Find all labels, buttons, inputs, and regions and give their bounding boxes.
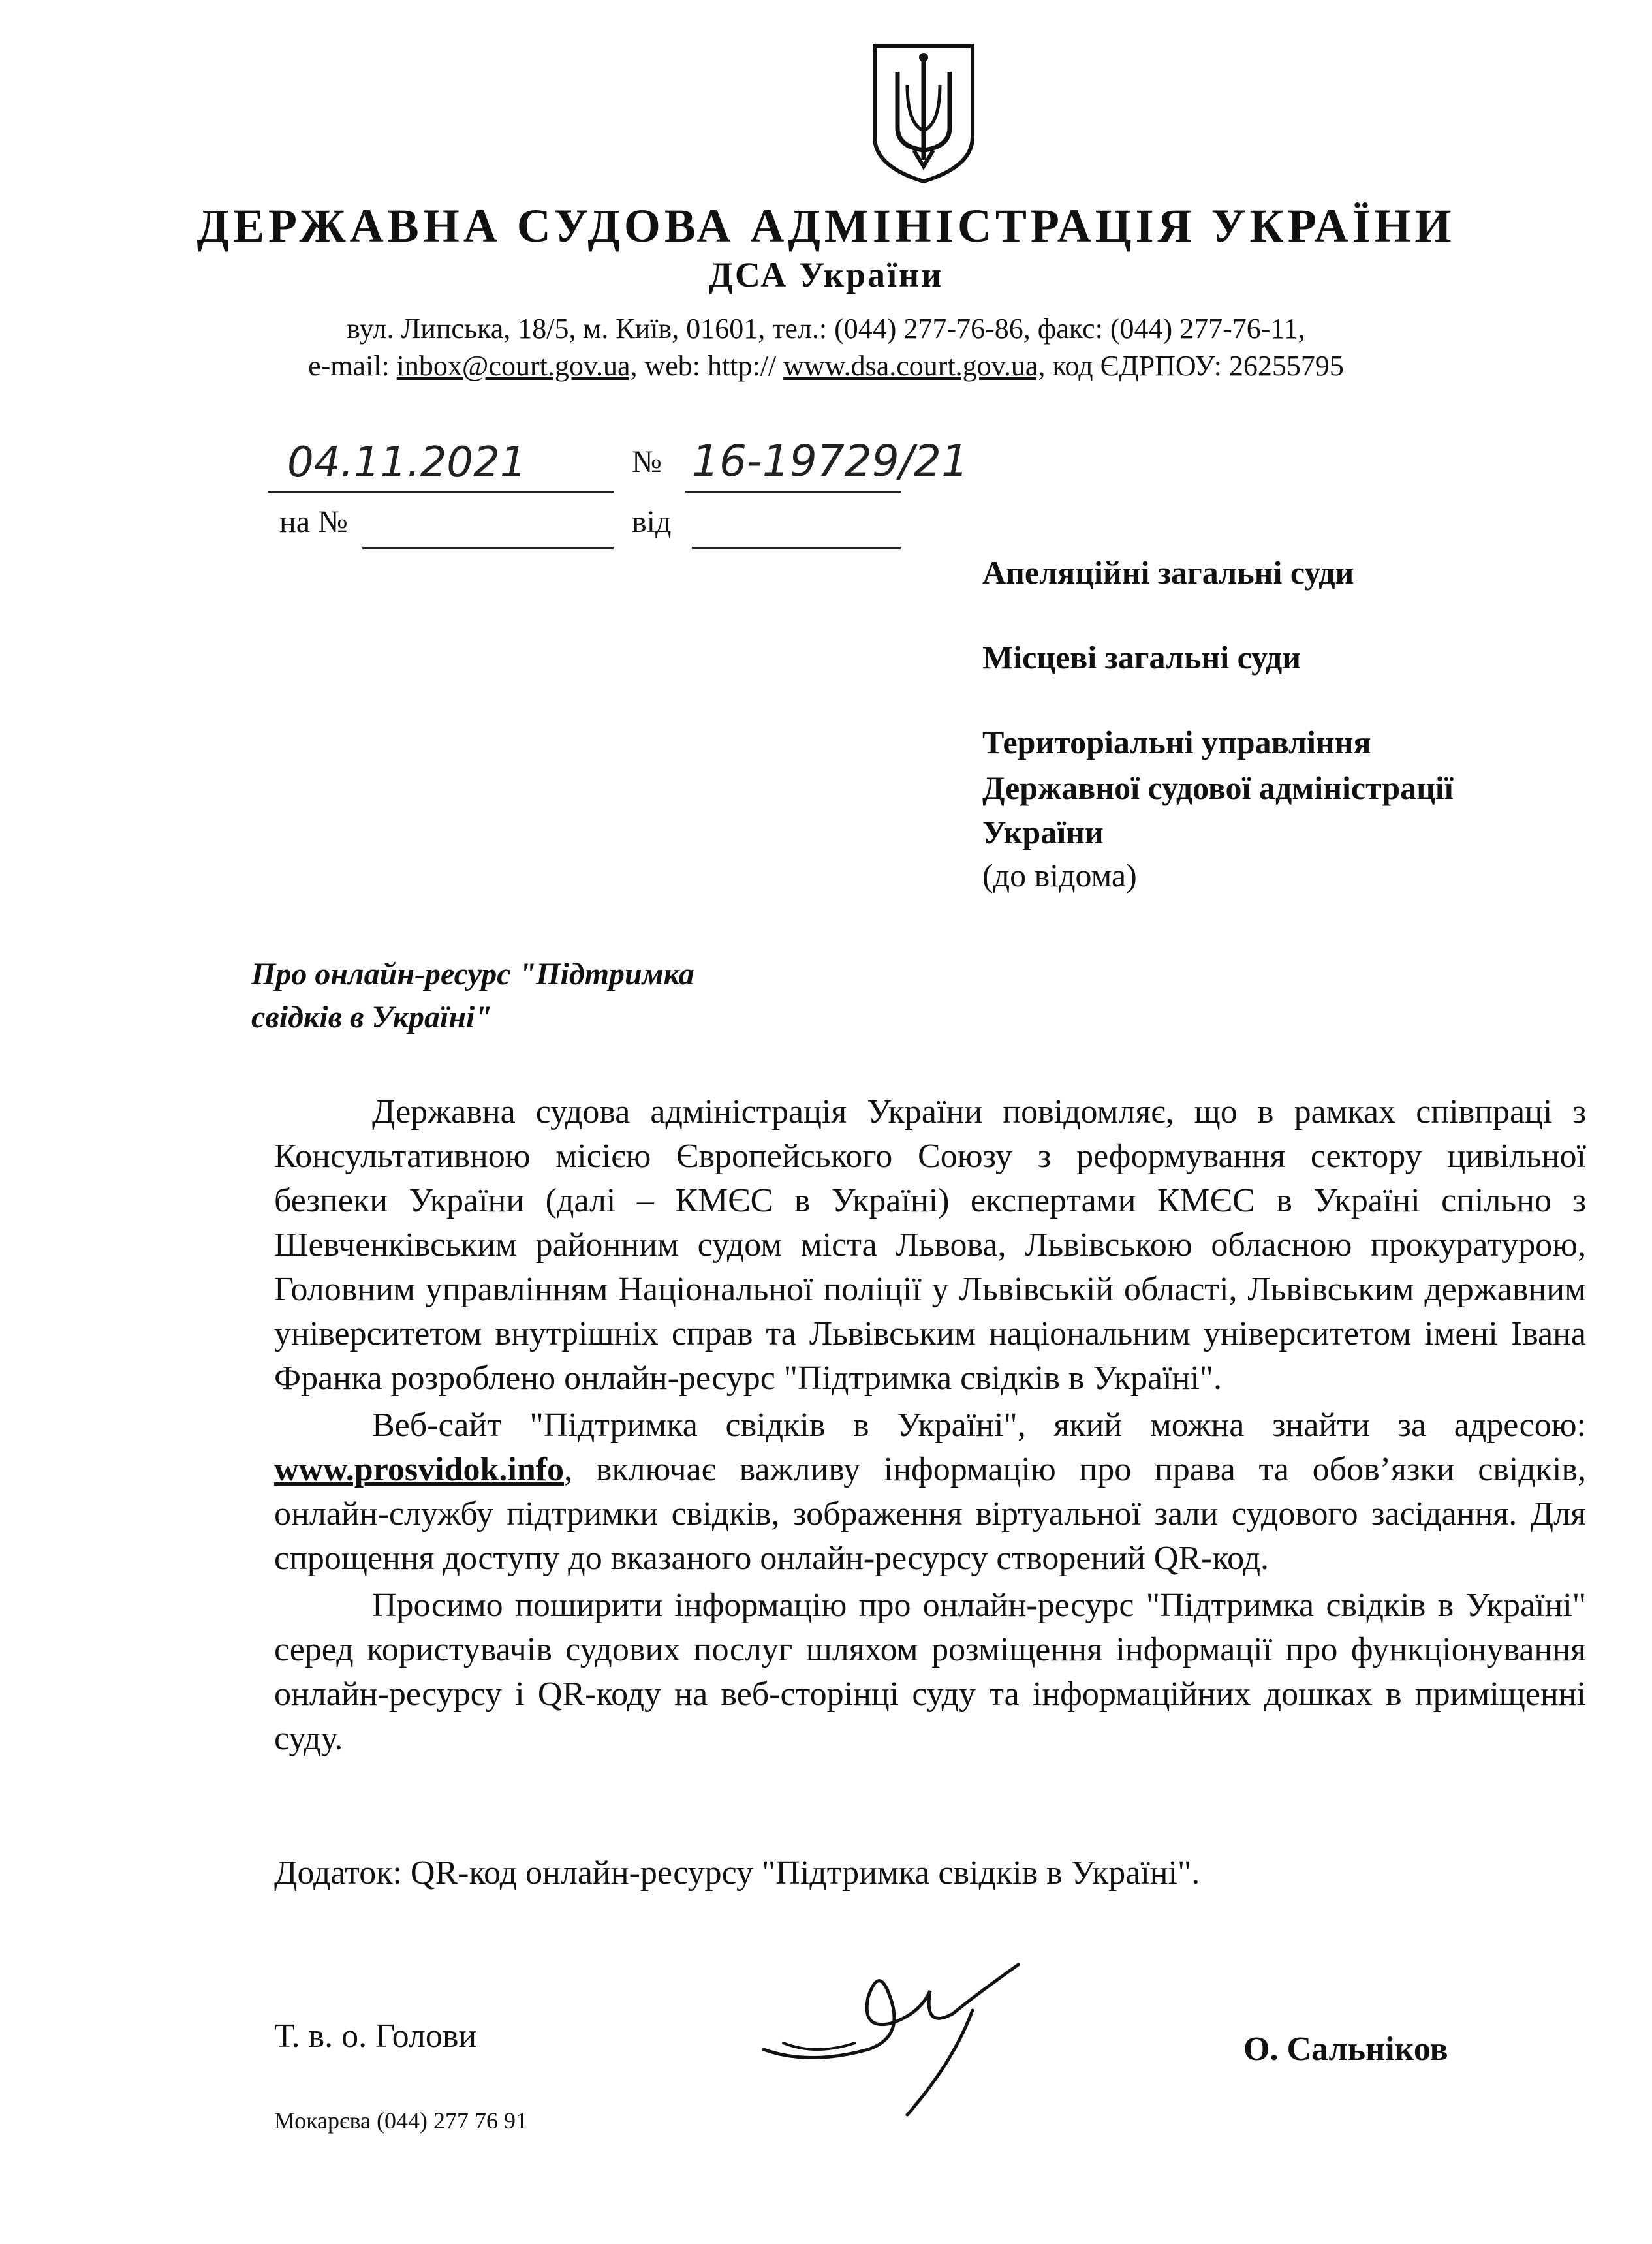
recipient-appeal-courts: Апеляційні загальні суди [982, 554, 1354, 591]
number-label: № [632, 444, 662, 479]
executor-contact: Мокарєва (044) 277 76 91 [274, 2108, 527, 2134]
body-paragraph-1: Державна судова адміністрація України повідомляє, що в рамках співпраці з Консультативною місією Європейського Союзу з реформування сектору цивільної безпеки України (далі – КМЄС в Україні) експертами КМЄС в Україні спільно з Шевченківським районним судом міста Львова, Львівською обласною прокуратурою, Головним управлінням Національної поліції у Львівській області, Львівським державним університетом внутрішніх справ та Львівським національним університетом імені Івана Франка розроблено онлайн-ресурс "Підтримка свідків в Україні". [274, 1093, 1586, 1397]
website-link[interactable]: www.dsa.court.gov.ua, [783, 350, 1046, 382]
from-underline [692, 547, 901, 549]
outgoing-date: 04.11.2021 [287, 439, 527, 487]
organization-name: ДЕРЖАВНА СУДОВА АДМІНІСТРАЦІЯ УКРАЇНИ [196, 200, 1456, 252]
reference-label: на № [279, 505, 348, 539]
letter-body [274, 1090, 1586, 1764]
handwritten-signature-icon [757, 1952, 1031, 2121]
organization-short-name: ДСА України [708, 255, 944, 294]
number-underline [685, 491, 901, 493]
body-paragraph-2-end: , включає важливу інформацію про права та обов’язки свідків, онлайн-службу підтримки свідків, зображення віртуальної зали судового засідання. Для спрощення доступу до вказаного онлайн-ресурсу створений QR-код. [274, 1451, 1586, 1577]
email-link[interactable]: inbox@court.gov.ua, [396, 350, 638, 382]
outgoing-number: 16-19729/21 [692, 436, 969, 486]
edrpou-code: код ЄДРПОУ: 26255795 [1052, 350, 1344, 382]
web-label: web: http:// [644, 350, 777, 382]
reference-underline [362, 547, 614, 549]
signatory-name: О. Сальніков [1243, 2031, 1448, 2068]
from-label: від [632, 505, 672, 539]
recipient-local-courts: Місцеві загальні суди [982, 639, 1301, 676]
body-paragraph-3: Просимо поширити інформацію про онлайн-ресурс "Підтримка свідків в Україні" серед користувачів судових послуг шляхом розміщення інформації про функціонування онлайн-ресурсу і QR-коду на веб-сторінці суду та інформаційних дошках в приміщенні суду. [274, 1587, 1586, 1757]
email-label: e-mail: [308, 350, 390, 382]
letter-subject [251, 953, 694, 1039]
body-paragraph-2 [274, 1403, 1586, 1581]
recipient-territorial-line1: Територіальні управління [982, 724, 1371, 760]
trident-emblem-icon [868, 39, 979, 186]
recipient-territorial-line2: Державної судової адміністрації [982, 770, 1454, 806]
organization-address: вул. Липська, 18/5, м. Київ, 01601, тел.: (044) 277-76-86, факс: (044) 277-76-11, [347, 313, 1305, 345]
recipient-territorial-line3: України [982, 814, 1104, 850]
attachment-note: Додаток: QR-код онлайн-ресурсу "Підтримка свідків в Україні". [274, 1854, 1200, 1892]
organization-contacts [0, 349, 1652, 382]
date-underline [268, 491, 614, 493]
subject-line-1: Про онлайн-ресурс "Підтримка [251, 957, 694, 991]
subject-line-2: свідків в Україні" [251, 1000, 492, 1035]
prosvidok-link[interactable]: www.prosvidok.info [274, 1451, 565, 1488]
recipient-note: (до відома) [982, 857, 1137, 894]
body-paragraph-2-start: Веб-сайт "Підтримка свідків в Україні", який можна знайти за адресою: [372, 1407, 1586, 1444]
signatory-position: Т. в. о. Голови [274, 2018, 477, 2055]
